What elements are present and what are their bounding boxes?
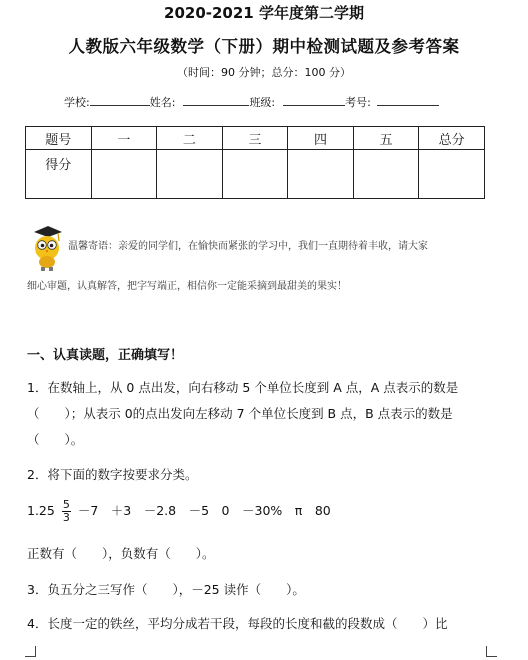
fraction-numerator: 5 [62,498,70,511]
score-table [25,126,485,199]
question-1-line-1: 1．在数轴上，从 0 点出发，向右移动 5 个单位长度到 A 点，A 点表示的数是 [27,380,459,395]
exam-no-label: 考号: [345,96,371,109]
header-cell-question-no: 题号 [26,127,92,150]
question-2-answer-line: 正数有（ ），负数有（ ）。 [27,546,215,561]
score-cell[interactable] [157,150,223,199]
tip-text-line-2: 细心审题，认真解答，把字写端正，相信你一定能采摘到最甜美的果实！ [27,281,347,292]
score-cell[interactable] [353,150,419,199]
question-1-line-2: （ ）；从表示 0的点出发向左移动 7 个单位长度到 B 点，B 点表示的数是 [27,406,453,421]
school-blank [90,95,150,106]
score-row-label: 得分 [26,150,92,199]
exam-title: 人教版六年级数学（下册）期中检测试题及参考答案 [68,37,460,56]
exam-term-title: 2020-2021 学年度第二学期 [164,4,364,22]
number-list-rest: －7 ＋3 －2.8 －5 0 －30% π 80 [77,503,331,518]
class-label: 班级: [249,96,276,109]
class-blank [283,95,345,106]
score-cell[interactable] [288,150,354,199]
header-cell-1: 一 [91,127,157,150]
exam-no-blank [377,95,439,106]
exam-time-score: （时间：90 分钟；总分：100 分） [177,66,351,79]
score-cell[interactable] [91,150,157,199]
student-info-line [64,94,439,110]
header-cell-2: 二 [157,127,223,150]
header-cell-total: 总分 [419,127,485,150]
score-table-score-row [26,150,485,199]
school-label: 学校: [64,96,90,109]
score-cell[interactable] [419,150,485,199]
fraction-denominator: 3 [62,511,70,524]
name-label: 姓名: [149,96,176,109]
header-cell-3: 三 [222,127,288,150]
name-blank [183,95,249,106]
section-1-title: 一、认真读题，正确填写！ [27,348,184,363]
owl-graduate-icon [30,224,64,272]
tip-text-line-1: 温馨寄语：亲爱的同学们，在愉快而紧张的学习中，我们一直期待着丰收，请大家 [68,241,428,252]
question-2: 2．将下面的数字按要求分类。 [27,467,198,482]
question-4: 4．长度一定的铁丝，平均分成若干段，每段的长度和截的段数成（ ）比 [27,616,448,631]
question-1-line-3: （ ）。 [27,432,84,447]
crop-mark-bottom-left [25,646,36,657]
score-cell[interactable] [222,150,288,199]
header-cell-4: 四 [288,127,354,150]
number-1-25: 1.25 [27,503,55,518]
crop-mark-bottom-right [486,646,497,657]
question-2-number-list [27,499,331,524]
fraction-five-thirds [62,499,71,524]
question-3: 3．负五分之三写作（ ），－25 读作（ ）。 [27,582,305,597]
header-cell-5: 五 [353,127,419,150]
score-table-header-row [26,127,485,150]
